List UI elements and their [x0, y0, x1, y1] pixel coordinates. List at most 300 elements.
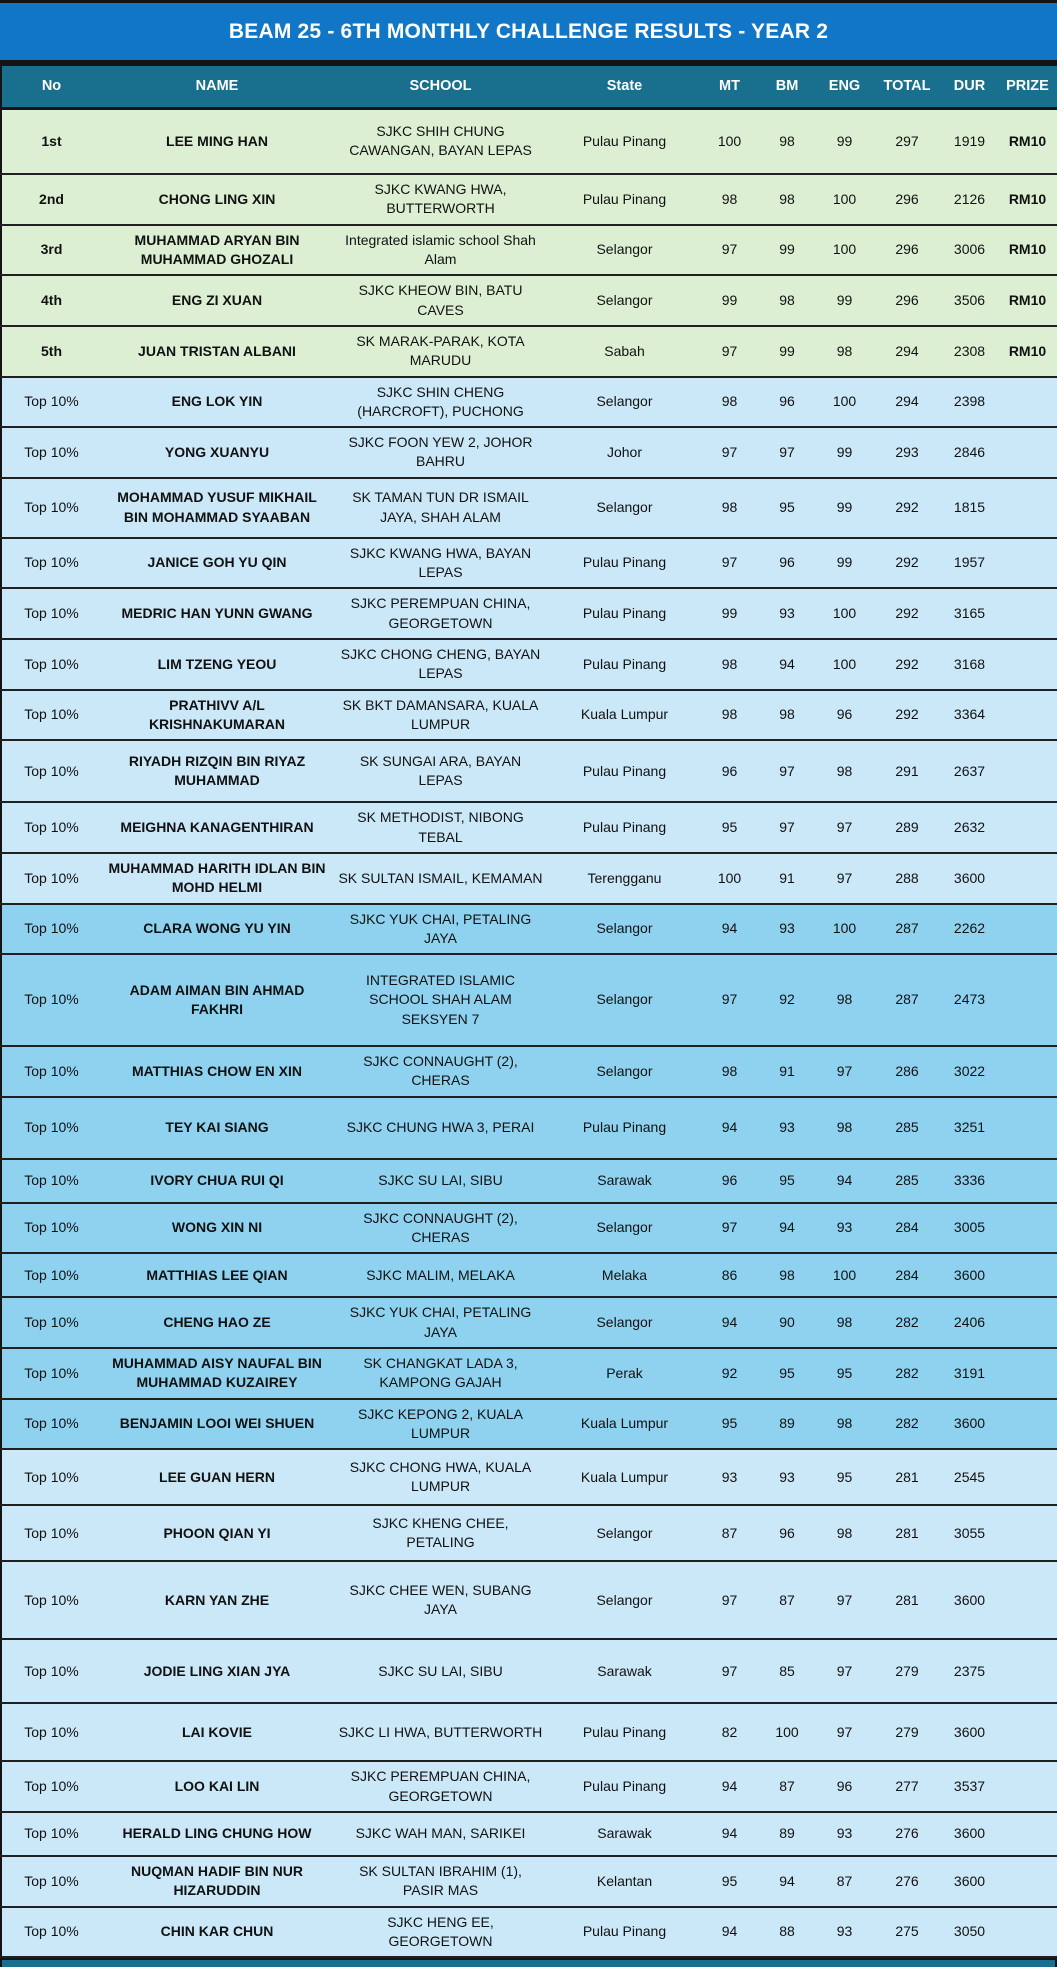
table-row — [1, 639, 1057, 690]
state-cell: Selangor — [596, 1524, 653, 1541]
duration-cell: 2637 — [953, 762, 986, 779]
mt-score-cell: 100 — [717, 132, 742, 149]
mt-score-cell: 98 — [721, 393, 738, 410]
duration-cell: 1919 — [953, 132, 986, 149]
prize-cell — [998, 1297, 1057, 1348]
column-header-state: State — [548, 66, 701, 108]
school-cell: SJKC KWANG HWA, BUTTERWORTH — [374, 181, 507, 217]
rank-cell: Top 10% — [24, 393, 79, 410]
bm-score-cell: 94 — [779, 1219, 795, 1236]
school-cell: SJKC KEPONG 2, KUALA LUMPUR — [358, 1405, 523, 1441]
eng-score-cell: 87 — [836, 1872, 853, 1889]
bm-score-cell: 88 — [779, 1923, 795, 1940]
school-cell: SK MARAK-PARAK, KOTA MARUDU — [356, 332, 525, 369]
rank-cell: Top 10% — [24, 1923, 79, 1940]
school-cell: SK SUNGAI ARA, BAYAN LEPAS — [359, 752, 522, 789]
total-score-cell: 276 — [895, 1872, 919, 1889]
state-cell: Selangor — [596, 991, 653, 1008]
mt-score-cell: 99 — [721, 605, 738, 622]
table-row — [1, 1046, 1057, 1097]
school-cell: SK SULTAN IBRAHIM (1), PASIR MAS — [359, 1862, 522, 1899]
state-cell: Selangor — [596, 920, 653, 937]
school-cell: SK BKT DAMANSARA, KUALA LUMPUR — [342, 696, 539, 732]
eng-score-cell: 95 — [836, 1468, 853, 1485]
school-cell: SJKC CHUNG HWA 3, PERAI — [346, 1119, 535, 1136]
duration-cell: 3600 — [953, 1872, 986, 1889]
table-row — [1, 690, 1057, 741]
state-cell: Pulau Pinang — [582, 762, 667, 779]
rank-cell: Top 10% — [24, 1723, 79, 1740]
state-cell: Pulau Pinang — [582, 132, 667, 149]
table-row — [1, 1703, 1057, 1761]
prize-cell: RM10 — [1008, 132, 1047, 149]
school-cell: SJKC CHONG CHENG, BAYAN LEPAS — [340, 646, 541, 682]
prize-cell — [998, 1561, 1057, 1639]
total-score-cell: 292 — [895, 655, 919, 672]
rank-cell: Top 10% — [24, 1468, 79, 1485]
table-row — [1, 1449, 1057, 1505]
state-cell: Kelantan — [596, 1872, 653, 1889]
bm-score-cell: 99 — [779, 241, 795, 258]
rank-cell: Top 10% — [24, 1266, 79, 1283]
state-cell: Pulau Pinang — [582, 605, 667, 622]
total-score-cell: 279 — [895, 1723, 919, 1740]
page-title: BEAM 25 - 6TH MONTHLY CHALLENGE RESULTS - YEAR 2 — [228, 19, 829, 43]
duration-cell: 2632 — [953, 818, 986, 835]
duration-cell: 3055 — [953, 1524, 986, 1541]
total-score-cell: 281 — [895, 1468, 919, 1485]
rank-cell: Top 10% — [24, 1172, 79, 1189]
duration-cell: 3050 — [953, 1923, 986, 1940]
column-header-mt: MT — [701, 66, 758, 108]
mt-score-cell: 92 — [721, 1364, 738, 1381]
bm-score-cell: 97 — [779, 818, 795, 835]
rank-cell: Top 10% — [24, 1119, 79, 1136]
name-cell: RIYADH RIZQIN BIN RIYAZ MUHAMMAD — [128, 752, 306, 789]
state-cell: Perak — [606, 1364, 643, 1381]
school-cell: SJKC YUK CHAI, PETALING JAYA — [349, 910, 532, 946]
duration-cell: 2398 — [953, 393, 986, 410]
total-score-cell: 293 — [895, 443, 919, 460]
column-header-eng: ENG — [816, 66, 873, 108]
total-score-cell: 285 — [895, 1172, 919, 1189]
rank-cell: Top 10% — [24, 818, 79, 835]
rank-cell: Top 10% — [24, 991, 79, 1008]
name-cell: MOHAMMAD YUSUF MIKHAIL BIN MOHAMMAD SYAABAN — [117, 489, 317, 525]
total-score-cell: 287 — [895, 991, 919, 1008]
total-score-cell: 275 — [895, 1923, 919, 1940]
eng-score-cell: 99 — [836, 291, 853, 308]
total-score-cell: 281 — [895, 1524, 919, 1541]
name-cell: MEDRIC HAN YUNN GWANG — [121, 605, 313, 622]
mt-score-cell: 98 — [721, 706, 738, 723]
duration-cell: 2846 — [953, 443, 986, 460]
eng-score-cell: 93 — [836, 1923, 853, 1940]
duration-cell: 3165 — [953, 605, 986, 622]
eng-score-cell: 96 — [836, 1777, 853, 1794]
duration-cell: 2308 — [953, 342, 986, 359]
total-score-cell: 279 — [895, 1662, 919, 1679]
school-cell: SJKC KWANG HWA, BAYAN LEPAS — [349, 544, 532, 581]
column-header-bm: BM — [758, 66, 816, 108]
bm-score-cell: 97 — [779, 443, 795, 460]
mt-score-cell: 94 — [721, 920, 738, 937]
table-row — [1, 478, 1057, 538]
school-cell: SJKC LI HWA, BUTTERWORTH — [338, 1723, 543, 1740]
state-cell: Kuala Lumpur — [580, 1468, 669, 1485]
prize-cell — [998, 954, 1057, 1046]
school-cell: SJKC CONNAUGHT (2), CHERAS — [363, 1209, 518, 1246]
eng-score-cell: 100 — [832, 393, 857, 410]
school-cell: SJKC YUK CHAI, PETALING JAYA — [349, 1304, 532, 1340]
total-score-cell: 294 — [895, 393, 919, 410]
mt-score-cell: 86 — [721, 1266, 738, 1283]
eng-score-cell: 98 — [836, 1415, 853, 1432]
column-header-total: TOTAL — [873, 66, 941, 108]
total-score-cell: 296 — [895, 291, 919, 308]
mt-score-cell: 97 — [721, 1662, 738, 1679]
table-row — [1, 377, 1057, 428]
rank-cell: Top 10% — [24, 1219, 79, 1236]
name-cell: LEE MING HAN — [166, 132, 268, 149]
duration-cell: 1815 — [953, 499, 986, 516]
table-row — [1, 1561, 1057, 1639]
eng-score-cell: 93 — [836, 1825, 853, 1842]
bm-score-cell: 96 — [779, 1524, 795, 1541]
prize-cell — [998, 802, 1057, 853]
state-cell: Selangor — [596, 393, 653, 410]
mt-score-cell: 97 — [721, 991, 738, 1008]
name-cell: MUHAMMAD ARYAN BIN MUHAMMAD GHOZALI — [134, 231, 300, 267]
state-cell: Selangor — [596, 1062, 653, 1079]
mt-score-cell: 93 — [721, 1468, 738, 1485]
name-cell: MEIGHNA KANAGENTHIRAN — [120, 818, 314, 835]
bm-score-cell: 96 — [779, 554, 795, 571]
duration-cell: 2473 — [953, 991, 986, 1008]
table-row — [1, 326, 1057, 377]
table-body — [1, 108, 1057, 1957]
mt-score-cell: 98 — [721, 1062, 738, 1079]
state-cell: Kuala Lumpur — [580, 1415, 669, 1432]
name-cell: MUHAMMAD HARITH IDLAN BIN MOHD HELMI — [108, 859, 326, 896]
eng-score-cell: 98 — [836, 342, 853, 359]
rank-cell: Top 10% — [24, 1364, 79, 1381]
mt-score-cell: 97 — [721, 241, 738, 258]
bm-score-cell: 98 — [779, 291, 795, 308]
school-cell: SJKC CHEE WEN, SUBANG JAYA — [349, 1581, 532, 1618]
prize-cell: RM10 — [1008, 190, 1047, 207]
name-cell: KARN YAN ZHE — [164, 1591, 270, 1608]
table-row — [1, 1812, 1057, 1856]
mt-score-cell: 97 — [721, 443, 738, 460]
school-cell: Integrated islamic school Shah Alam — [345, 231, 536, 267]
mt-score-cell: 95 — [721, 818, 738, 835]
table-row — [1, 108, 1057, 174]
eng-score-cell: 99 — [836, 443, 853, 460]
bm-score-cell: 91 — [779, 869, 795, 886]
school-cell: SK SULTAN ISMAIL, KEMAMAN — [338, 869, 543, 886]
prize-cell — [998, 588, 1057, 639]
name-cell: WONG XIN NI — [171, 1219, 263, 1236]
school-cell: SJKC MALIM, MELAKA — [366, 1266, 515, 1283]
state-cell: Pulau Pinang — [582, 1777, 667, 1794]
state-cell: Sarawak — [597, 1825, 652, 1842]
mt-score-cell: 94 — [721, 1825, 738, 1842]
name-cell: CHONG LING XIN — [158, 190, 276, 207]
prize-cell — [998, 1159, 1057, 1203]
prize-cell — [998, 427, 1057, 478]
rank-cell: Top 10% — [24, 762, 79, 779]
eng-score-cell: 97 — [836, 818, 853, 835]
rank-cell: Top 10% — [24, 1062, 79, 1079]
rank-cell: Top 10% — [24, 869, 79, 886]
eng-score-cell: 94 — [836, 1172, 853, 1189]
total-score-cell: 291 — [895, 762, 919, 779]
mt-score-cell: 100 — [717, 869, 742, 886]
prize-cell: RM10 — [1008, 342, 1047, 359]
mt-score-cell: 98 — [721, 190, 738, 207]
prize-cell — [998, 1856, 1057, 1907]
bm-score-cell: 93 — [779, 1119, 795, 1136]
name-cell: MATTHIAS LEE QIAN — [146, 1266, 288, 1283]
table-row — [1, 1097, 1057, 1159]
rank-cell: 1st — [41, 132, 62, 149]
rank-cell: 4th — [41, 291, 62, 308]
duration-cell: 2126 — [953, 190, 986, 207]
mt-score-cell: 94 — [721, 1119, 738, 1136]
duration-cell: 3168 — [953, 655, 986, 672]
school-cell: SJKC SHIH CHUNG CAWANGAN, BAYAN LEPAS — [349, 122, 532, 159]
total-score-cell: 292 — [895, 706, 919, 723]
mt-score-cell: 87 — [721, 1524, 738, 1541]
prize-cell — [998, 904, 1057, 955]
prize-cell — [998, 853, 1057, 904]
name-cell: JODIE LING XIAN JYA — [143, 1662, 291, 1679]
mt-score-cell: 99 — [721, 291, 738, 308]
bm-score-cell: 94 — [779, 655, 795, 672]
bm-score-cell: 89 — [779, 1825, 795, 1842]
duration-cell: 2406 — [953, 1314, 986, 1331]
mt-score-cell: 96 — [721, 1172, 738, 1189]
name-cell: BENJAMIN LOOI WEI SHUEN — [119, 1415, 315, 1432]
table-row — [1, 427, 1057, 478]
table-row — [1, 904, 1057, 955]
bm-score-cell: 93 — [779, 1468, 795, 1485]
eng-score-cell: 95 — [836, 1364, 853, 1381]
total-score-cell: 296 — [895, 241, 919, 258]
rank-cell: Top 10% — [24, 1591, 79, 1608]
state-cell: Sabah — [604, 342, 645, 359]
name-cell: LIM TZENG YEOU — [157, 655, 277, 672]
table-row — [1, 1399, 1057, 1450]
mt-score-cell: 97 — [721, 554, 738, 571]
name-cell: ENG LOK YIN — [171, 393, 263, 410]
duration-cell: 3005 — [953, 1219, 986, 1236]
school-cell: SJKC CONNAUGHT (2), CHERAS — [363, 1053, 518, 1089]
eng-score-cell: 99 — [836, 554, 853, 571]
bm-score-cell: 95 — [779, 499, 795, 516]
bm-score-cell: 91 — [779, 1062, 795, 1079]
name-cell: PHOON QIAN YI — [163, 1524, 271, 1541]
eng-score-cell: 100 — [832, 241, 857, 258]
table-row — [1, 1907, 1057, 1958]
duration-cell: 3600 — [953, 1591, 986, 1608]
bm-score-cell: 99 — [779, 342, 795, 359]
prize-cell — [998, 740, 1057, 802]
school-cell: SK METHODIST, NIBONG TEBAL — [357, 809, 524, 845]
prize-cell — [998, 1703, 1057, 1761]
rank-cell: Top 10% — [24, 920, 79, 937]
prize-cell — [998, 478, 1057, 538]
bottom-strip — [0, 1958, 1057, 1967]
name-cell: LEE GUAN HERN — [159, 1468, 275, 1485]
prize-cell: RM10 — [1008, 291, 1047, 308]
total-score-cell: 277 — [895, 1777, 919, 1794]
total-score-cell: 285 — [895, 1119, 919, 1136]
prize-cell — [998, 639, 1057, 690]
total-score-cell: 294 — [895, 342, 919, 359]
rank-cell: Top 10% — [24, 1777, 79, 1794]
prize-cell — [998, 690, 1057, 741]
total-score-cell: 292 — [895, 605, 919, 622]
state-cell: Sarawak — [597, 1172, 652, 1189]
duration-cell: 3364 — [953, 706, 986, 723]
rank-cell: 2nd — [39, 190, 64, 207]
rank-cell: Top 10% — [24, 605, 79, 622]
total-score-cell: 284 — [895, 1219, 919, 1236]
prize-cell — [998, 1761, 1057, 1812]
duration-cell: 3506 — [953, 291, 986, 308]
table-row — [1, 538, 1057, 589]
total-score-cell: 297 — [895, 132, 919, 149]
bm-score-cell: 95 — [779, 1172, 795, 1189]
duration-cell: 3600 — [953, 1723, 986, 1740]
prize-cell — [998, 538, 1057, 589]
bm-score-cell: 89 — [779, 1415, 795, 1432]
name-cell: MUHAMMAD AISY NAUFAL BIN MUHAMMAD KUZAIREY — [112, 1355, 322, 1391]
total-score-cell: 292 — [895, 499, 919, 516]
eng-score-cell: 96 — [836, 706, 853, 723]
duration-cell: 3006 — [953, 241, 986, 258]
column-header-name: NAME — [101, 66, 333, 108]
name-cell: CHIN KAR CHUN — [160, 1923, 274, 1940]
rank-cell: Top 10% — [24, 706, 79, 723]
school-cell: SK CHANGKAT LADA 3, KAMPONG GAJAH — [363, 1355, 518, 1391]
mt-score-cell: 94 — [721, 1923, 738, 1940]
school-cell: SJKC PEREMPUAN CHINA, GEORGETOWN — [350, 595, 531, 631]
duration-cell: 3600 — [953, 1415, 986, 1432]
eng-score-cell: 93 — [836, 1219, 853, 1236]
eng-score-cell: 100 — [832, 920, 857, 937]
eng-score-cell: 99 — [836, 499, 853, 516]
bm-score-cell: 98 — [779, 190, 795, 207]
rank-cell: Top 10% — [24, 1314, 79, 1331]
name-cell: YONG XUANYU — [164, 443, 270, 460]
total-score-cell: 288 — [895, 869, 919, 886]
bm-score-cell: 97 — [779, 762, 795, 779]
mt-score-cell: 97 — [721, 1591, 738, 1608]
table-row — [1, 174, 1057, 225]
bm-score-cell: 87 — [779, 1777, 795, 1794]
state-cell: Johor — [606, 443, 643, 460]
bm-score-cell: 87 — [779, 1591, 795, 1608]
duration-cell: 1957 — [953, 554, 986, 571]
eng-score-cell: 99 — [836, 132, 853, 149]
table-row — [1, 954, 1057, 1046]
bm-score-cell: 95 — [779, 1364, 795, 1381]
mt-score-cell: 98 — [721, 499, 738, 516]
eng-score-cell: 100 — [832, 605, 857, 622]
state-cell: Pulau Pinang — [582, 1923, 667, 1940]
school-cell: SJKC FOON YEW 2, JOHOR BAHRU — [348, 434, 533, 470]
name-cell: JANICE GOH YU QIN — [147, 554, 287, 571]
prize-cell — [998, 1399, 1057, 1450]
duration-cell: 2262 — [953, 920, 986, 937]
name-cell: LAI KOVIE — [181, 1723, 252, 1740]
total-score-cell: 282 — [895, 1364, 919, 1381]
table-row — [1, 1253, 1057, 1297]
prize-cell — [998, 1097, 1057, 1159]
name-cell: CLARA WONG YU YIN — [143, 920, 291, 937]
school-cell: INTEGRATED ISLAMIC SCHOOL SHAH ALAM SEKSYEN 7 — [365, 972, 516, 1027]
table-row — [1, 275, 1057, 326]
table-row — [1, 1505, 1057, 1561]
eng-score-cell: 97 — [836, 1662, 853, 1679]
prize-cell — [998, 1046, 1057, 1097]
total-score-cell: 287 — [895, 920, 919, 937]
title-bar — [0, 3, 1057, 66]
eng-score-cell: 97 — [836, 869, 853, 886]
table-row — [1, 1159, 1057, 1203]
eng-score-cell: 100 — [832, 1266, 857, 1283]
eng-score-cell: 97 — [836, 1062, 853, 1079]
bm-score-cell: 98 — [779, 1266, 795, 1283]
total-score-cell: 286 — [895, 1062, 919, 1079]
prize-cell — [998, 1253, 1057, 1297]
total-score-cell: 281 — [895, 1591, 919, 1608]
name-cell: ADAM AIMAN BIN AHMAD FAKHRI — [129, 981, 305, 1018]
duration-cell: 3251 — [953, 1119, 986, 1136]
total-score-cell: 276 — [895, 1825, 919, 1842]
total-score-cell: 284 — [895, 1266, 919, 1283]
eng-score-cell: 100 — [832, 655, 857, 672]
column-header-prize: PRIZE — [998, 66, 1057, 108]
duration-cell: 3600 — [953, 1825, 986, 1842]
rank-cell: Top 10% — [24, 1872, 79, 1889]
state-cell: Pulau Pinang — [582, 1119, 667, 1136]
rank-cell: Top 10% — [24, 1415, 79, 1432]
bm-score-cell: 96 — [779, 393, 795, 410]
school-cell: SJKC KHEOW BIN, BATU CAVES — [358, 282, 523, 318]
table-row — [1, 1761, 1057, 1812]
prize-cell — [998, 1639, 1057, 1703]
name-cell: NUQMAN HADIF BIN NUR HIZARUDDIN — [131, 1862, 303, 1899]
bm-score-cell: 85 — [779, 1662, 795, 1679]
table-row — [1, 740, 1057, 802]
bm-score-cell: 98 — [779, 132, 795, 149]
eng-score-cell: 100 — [832, 190, 857, 207]
duration-cell: 3600 — [953, 869, 986, 886]
results-table — [0, 66, 1057, 1958]
prize-cell — [998, 1203, 1057, 1254]
table-row — [1, 853, 1057, 904]
rank-cell: Top 10% — [24, 443, 79, 460]
eng-score-cell: 97 — [836, 1591, 853, 1608]
total-score-cell: 289 — [895, 818, 919, 835]
mt-score-cell: 94 — [721, 1777, 738, 1794]
mt-score-cell: 95 — [721, 1872, 738, 1889]
mt-score-cell: 82 — [721, 1723, 738, 1740]
